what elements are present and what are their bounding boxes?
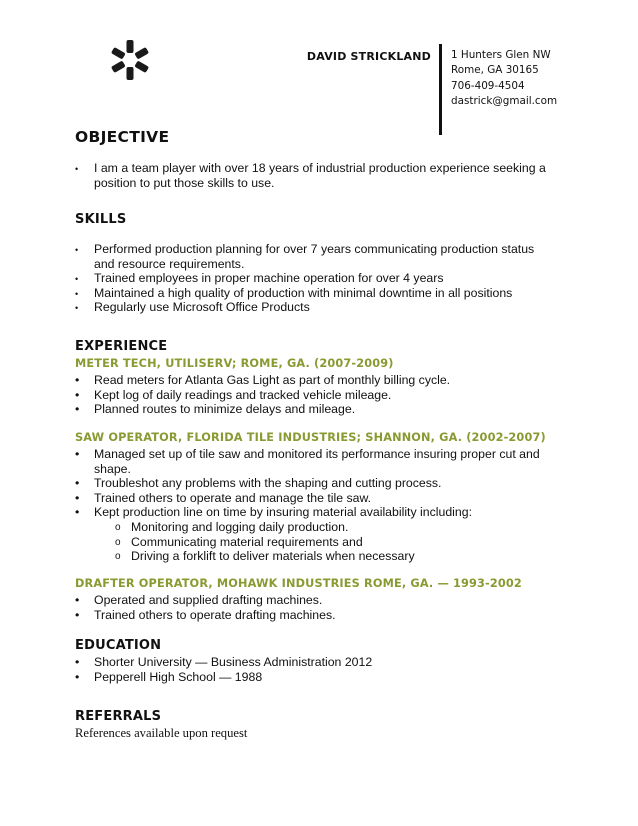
list-item: • Performed production planning for over 7 years communicating production status and resource requirements. [75,242,535,271]
list-item: • Troubleshot any problems with the shaping and cutting process. [75,476,442,491]
bullet-icon: • [75,245,79,255]
circle-bullet-icon: o [115,551,121,563]
list-item: • Maintained a high quality of production with minimal downtime in all positions [75,285,513,300]
bullet-icon: • [75,655,80,669]
phone-number: 706-409-4504 [451,79,525,92]
list-item: • Read meters for Atlanta Gas Light as part of monthly billing cycle. [75,373,451,387]
skills-list [75,242,565,315]
asterisk-logo-icon [108,38,152,82]
list-item: • Trained employees in proper machine operation for over 4 years [75,271,444,286]
list-item: • Planned routes to minimize delays and mileage. [75,402,356,417]
job-title: METER TECH, UTILISERV; ROME, GA. (2007-2009) [75,357,394,370]
bullet-icon: • [75,447,80,461]
list-item: • Managed set up of tile saw and monitored its performance insuring proper cut and shape. [75,447,540,476]
education-heading: EDUCATION [75,638,162,653]
referrals-text: References available upon request [75,726,248,740]
job-duties-list [75,447,565,564]
job-title: SAW OPERATOR, FLORIDA TILE INDUSTRIES; SHANNON, GA. (2002-2007) [75,431,546,444]
sub-list-item: o Communicating material requirements and [115,534,363,549]
referrals-heading: REFERRALS [75,709,162,724]
bullet-icon: • [75,476,80,491]
sub-list-item: o Driving a forklift to deliver materials when necessary [115,549,415,564]
job-title: DRAFTER OPERATOR, MOHAWK INDUSTRIES ROME, GA. — 1993-2002 [75,577,522,590]
bullet-icon: • [75,402,80,417]
education-list [75,655,565,684]
list-item: • Regularly use Microsoft Office Products [75,300,310,315]
sub-list-item: o Monitoring and logging daily production. [115,519,349,534]
list-item: • Kept log of daily readings and tracked vehicle mileage. [75,387,392,402]
experience-heading: EXPERIENCE [75,339,168,354]
circle-bullet-icon: o [115,536,121,548]
bullet-icon: • [75,303,79,314]
bullet-icon: • [75,669,80,684]
bullet-icon: • [75,593,80,607]
bullet-icon: • [75,373,80,387]
list-item: • Operated and supplied drafting machines. [75,593,323,607]
objective-list [75,161,565,190]
header-divider [439,44,442,135]
bullet-icon: • [75,490,80,505]
list-item: • Shorter University — Business Administration 2012 [75,655,373,669]
list-item: • Pepperell High School — 1988 [75,669,263,684]
list-item: • Trained others to operate drafting machines. [75,607,336,622]
bullet-icon: • [75,607,80,622]
email-address[interactable]: dastrick@gmail.com [451,94,558,107]
job-duties-list [75,593,565,622]
bullet-icon: • [75,288,79,299]
list-item: • I am a team player with over 18 years of industrial production experience seeking a position to put those skills to use. [75,161,546,190]
bullet-icon: • [75,164,79,174]
address-line2: Rome, GA 30165 [451,64,539,77]
bullet-icon: • [75,505,80,520]
objective-heading: OBJECTIVE [75,128,170,146]
circle-bullet-icon: o [115,521,121,533]
bullet-icon: • [75,274,79,285]
list-item: • Kept production line on time by insuring material availability including: [75,505,472,520]
contact-block [451,48,557,109]
list-item: • Trained others to operate and manage the tile saw. [75,490,372,505]
address-line1: 1 Hunters Glen NW [451,49,551,61]
skills-heading: SKILLS [75,212,127,227]
job-duties-list [75,373,565,417]
candidate-name: DAVID STRICKLAND [306,50,431,63]
bullet-icon: • [75,387,80,402]
